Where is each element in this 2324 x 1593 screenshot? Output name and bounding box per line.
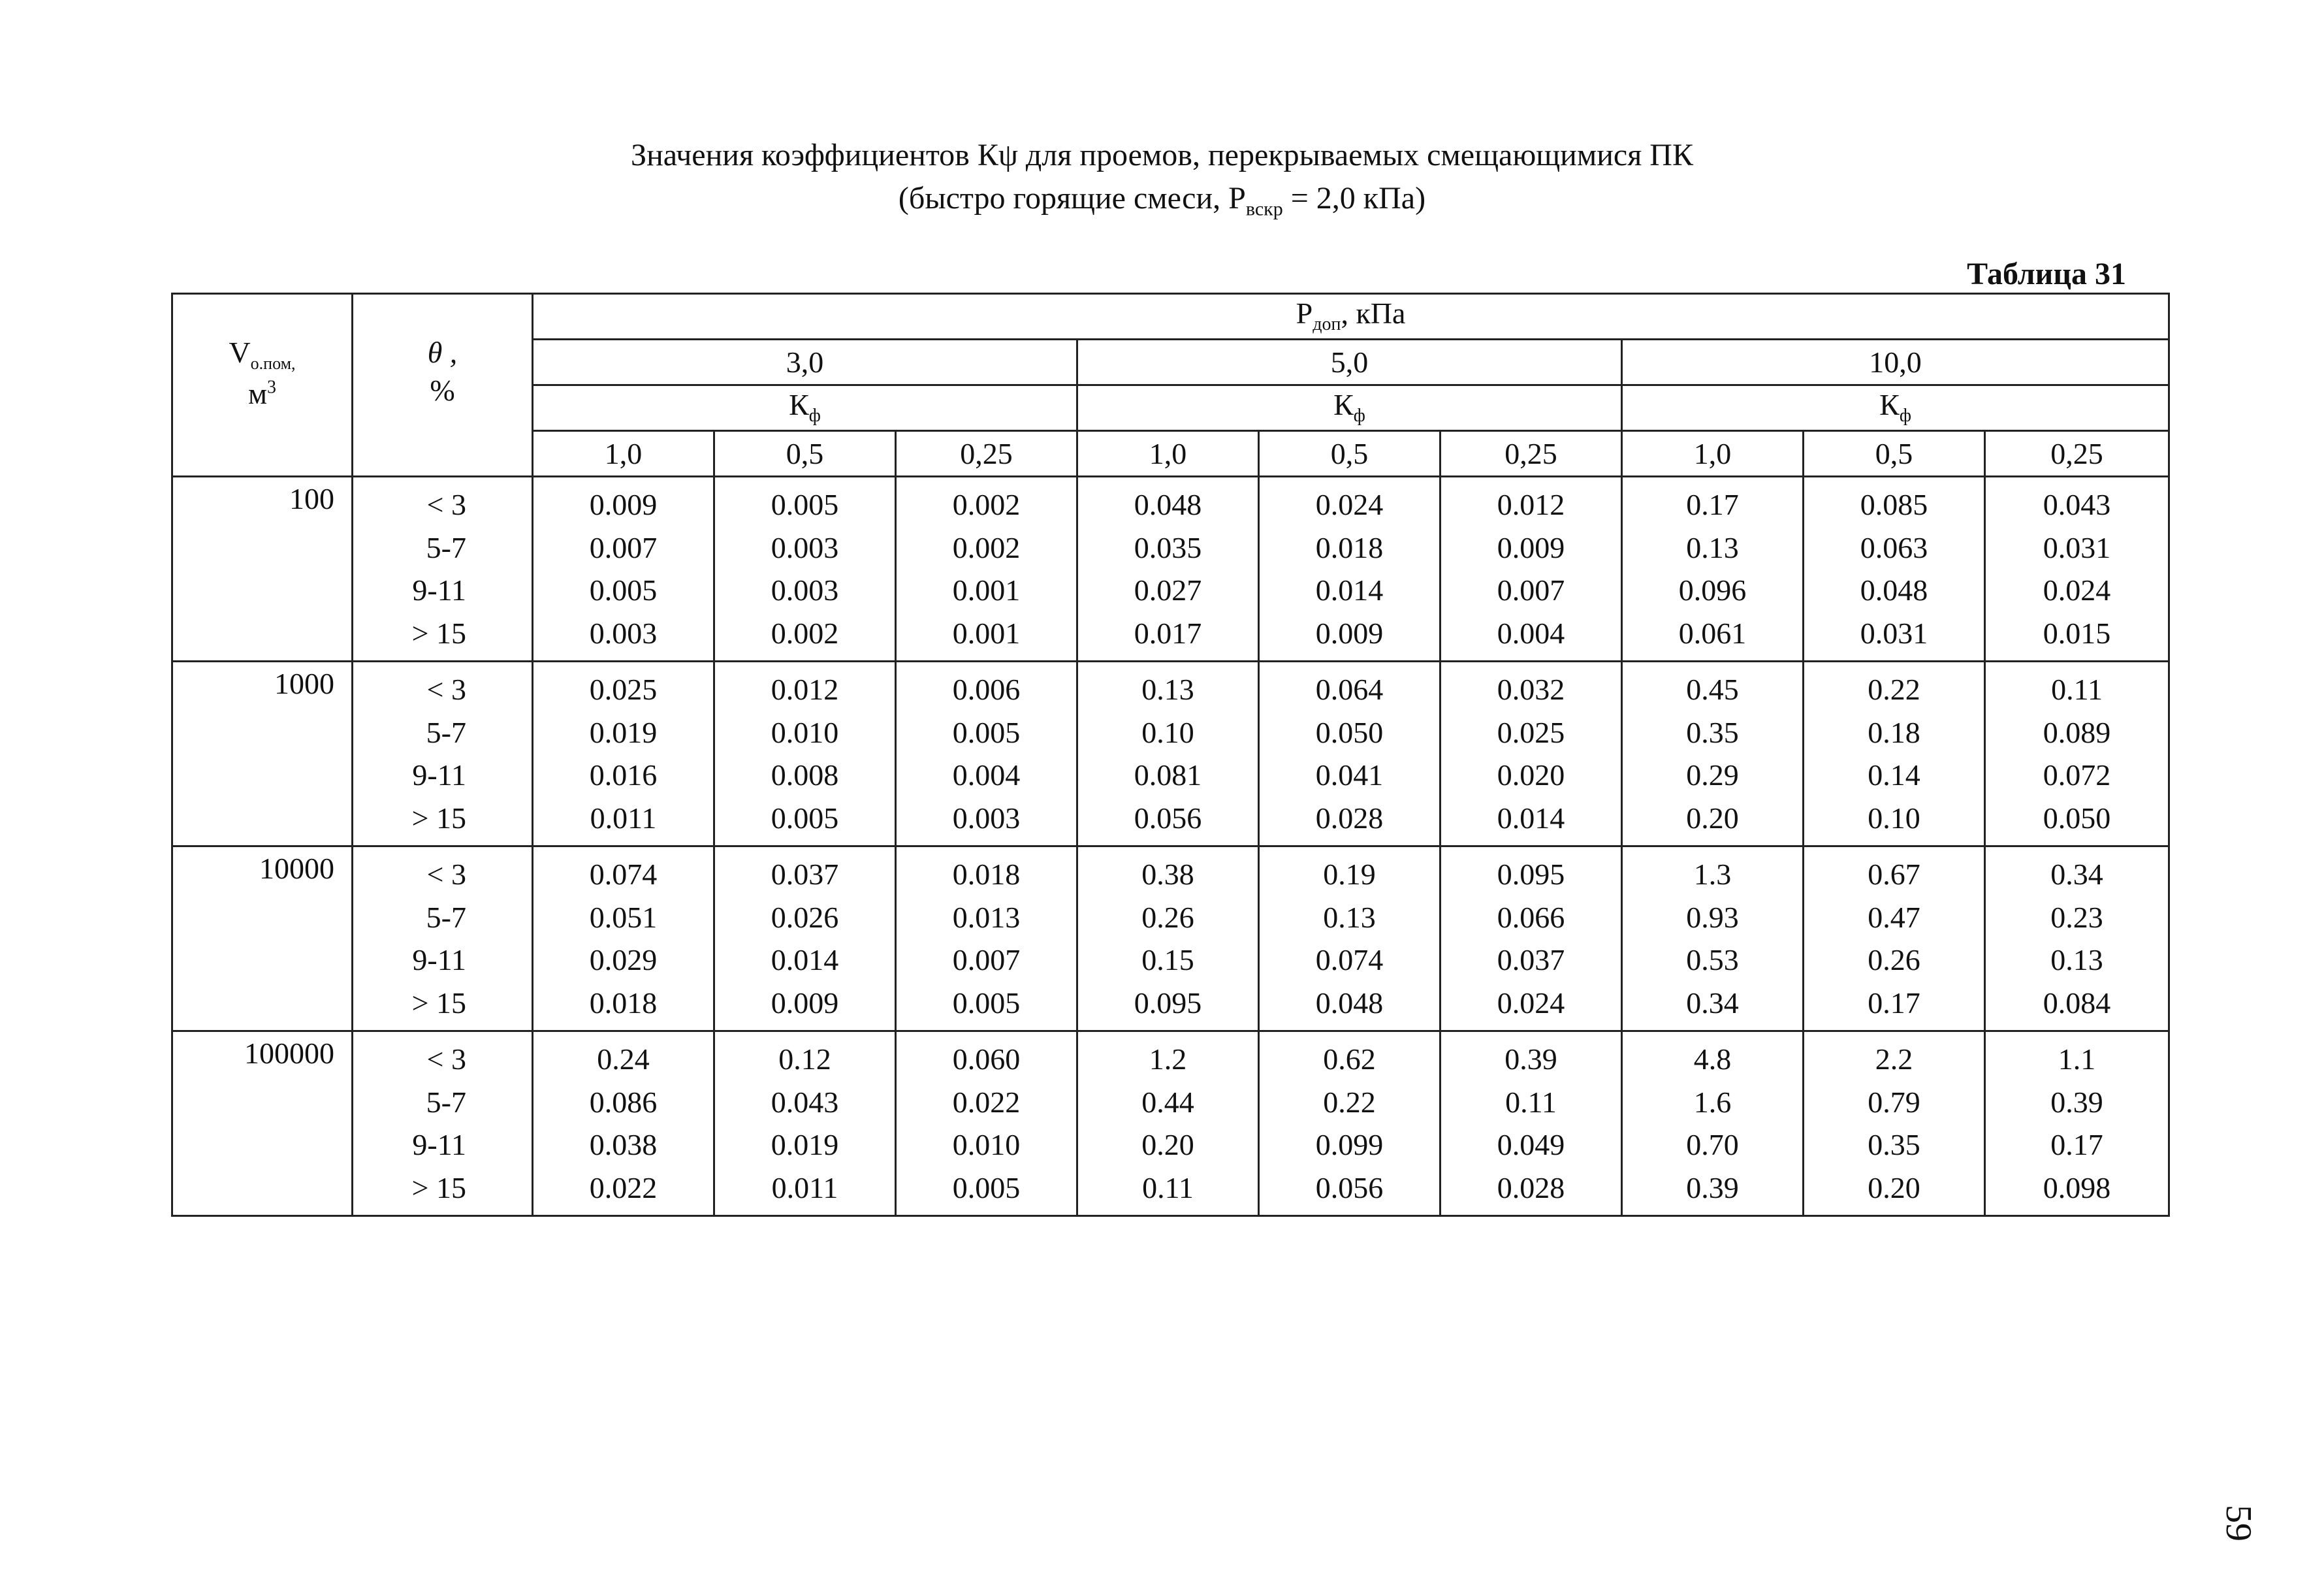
coefficient-value: 0.048 (1134, 488, 1202, 521)
coefficient-value: 0.066 (1497, 900, 1565, 934)
theta-value: < 3 (426, 488, 466, 521)
value-cell (1985, 846, 2169, 1031)
coefficient-value: 0.20 (1141, 1128, 1194, 1161)
table-row (172, 662, 2169, 846)
coefficient-value: 0.015 (2043, 616, 2111, 650)
coefficient-value: 0.024 (1315, 488, 1384, 521)
coefficient-value: 0.26 (1141, 900, 1194, 934)
coefficient-value: 0.53 (1686, 943, 1739, 976)
value-cell (533, 1031, 714, 1216)
theta-value: 9-11 (412, 758, 466, 792)
value-cell (1622, 1031, 1804, 1216)
table-row (172, 477, 2169, 662)
kf-value: 0,5 (1804, 431, 1985, 477)
coefficient-value: 0.061 (1678, 616, 1747, 650)
coefficient-value: 0.13 (1686, 530, 1739, 564)
coefficient-value: 0.098 (2043, 1170, 2111, 1204)
coefficient-value: 0.043 (771, 1085, 839, 1119)
value-cell (896, 477, 1077, 662)
kf-header: $К_ф$ (533, 385, 1077, 431)
value-cell (896, 1031, 1077, 1216)
coefficient-value: 0.003 (771, 530, 839, 564)
coefficient-value: 0.17 (1686, 488, 1739, 521)
coefficient-value: 0.11 (2051, 673, 2103, 706)
coefficient-value: 0.032 (1497, 673, 1565, 706)
coefficient-value: 0.063 (1860, 530, 1928, 564)
coefficient-value: 0.13 (1141, 673, 1194, 706)
coefficient-value: 0.001 (952, 616, 1021, 650)
value-cell (1985, 662, 2169, 846)
coefficient-value: 0.074 (1315, 943, 1384, 976)
kf-value: 0,5 (1259, 431, 1441, 477)
coefficient-value: 0.39 (1504, 1042, 1557, 1076)
coefficient-value: 0.031 (1860, 616, 1928, 650)
coefficient-value: 0.35 (1686, 715, 1739, 749)
coefficient-value: 0.70 (1686, 1128, 1739, 1161)
kf-value: 0,5 (714, 431, 896, 477)
coefficient-value: 0.93 (1686, 900, 1739, 934)
coefficient-value: 0.016 (589, 758, 658, 792)
volume-cell: 100 (172, 477, 353, 662)
coefficient-value: 0.031 (2043, 530, 2111, 564)
coefficient-value: 0.002 (952, 488, 1021, 521)
theta-value: 9-11 (412, 1128, 466, 1161)
coefficient-value: 0.081 (1134, 758, 1202, 792)
coefficient-value: 0.12 (778, 1042, 831, 1076)
coefficient-value: 0.002 (771, 616, 839, 650)
theta-cell (353, 1031, 533, 1216)
coefficient-value: 0.005 (771, 801, 839, 835)
coefficient-value: 0.009 (1497, 530, 1565, 564)
theta-value: < 3 (426, 1042, 466, 1076)
coefficient-value: 0.67 (1868, 858, 1920, 891)
volume-header: $V_{о.пом,}$ $м^3$ (172, 294, 353, 477)
coefficient-value: 0.026 (771, 900, 839, 934)
coefficient-value: 1.3 (1693, 858, 1732, 891)
coefficient-value: 0.22 (1868, 673, 1920, 706)
coefficient-value: 0.005 (952, 715, 1021, 749)
coefficient-value: 0.018 (1315, 530, 1384, 564)
coefficient-value: 0.050 (1315, 715, 1384, 749)
pressure-header: $P_{доп}$, кПа (533, 294, 2169, 340)
coefficient-value: 0.20 (1686, 801, 1739, 835)
coefficient-value: 0.003 (952, 801, 1021, 835)
coefficient-value: 0.22 (1323, 1085, 1376, 1119)
coefficient-value: 0.012 (771, 673, 839, 706)
coefficient-value: 0.62 (1323, 1042, 1376, 1076)
value-cell (1077, 477, 1259, 662)
coefficient-value: 0.056 (1315, 1170, 1384, 1204)
value-cell (714, 477, 896, 662)
coefficient-value: 0.060 (952, 1042, 1021, 1076)
theta-value: > 15 (411, 986, 466, 1020)
coefficient-value: 0.008 (771, 758, 839, 792)
coefficient-value: 0.022 (589, 1170, 658, 1204)
coefficient-value: 0.13 (2050, 943, 2103, 976)
value-cell (1804, 846, 1985, 1031)
coefficient-value: 0.11 (1142, 1170, 1194, 1204)
coefficient-value: 0.007 (589, 530, 658, 564)
coefficient-value: 4.8 (1693, 1042, 1732, 1076)
coefficient-value: 0.011 (771, 1170, 838, 1204)
coefficient-value: 0.037 (771, 858, 839, 891)
coefficient-value: 0.043 (2043, 488, 2111, 521)
table-row (172, 846, 2169, 1031)
coefficient-value: 0.025 (589, 673, 658, 706)
coefficient-value: 0.002 (952, 530, 1021, 564)
coefficient-value: 0.14 (1868, 758, 1920, 792)
value-cell (1441, 477, 1622, 662)
coefficient-value: 0.038 (589, 1128, 658, 1161)
value-cell (896, 662, 1077, 846)
coefficient-value: 0.049 (1497, 1128, 1565, 1161)
coefficient-value: 0.056 (1134, 801, 1202, 835)
coefficient-value: 0.47 (1868, 900, 1920, 934)
theta-value: 5-7 (426, 530, 466, 564)
coefficient-value: 0.001 (952, 573, 1021, 607)
kf-value: 1,0 (1622, 431, 1804, 477)
coefficient-value: 0.048 (1315, 986, 1384, 1020)
value-cell (1622, 662, 1804, 846)
coefficient-value: 0.019 (589, 715, 658, 749)
coefficient-value: 0.019 (771, 1128, 839, 1161)
coefficient-value: 0.007 (952, 943, 1021, 976)
theta-value: > 15 (411, 1170, 466, 1204)
coefficient-value: 0.037 (1497, 943, 1565, 976)
value-cell (1441, 846, 1622, 1031)
coefficient-value: 0.35 (1868, 1128, 1920, 1161)
value-cell (1077, 1031, 1259, 1216)
coefficient-value: 1.1 (2058, 1042, 2096, 1076)
coefficient-value: 0.048 (1860, 573, 1928, 607)
table-row (172, 1031, 2169, 1216)
coefficient-value: 0.041 (1315, 758, 1384, 792)
theta-value: > 15 (411, 616, 466, 650)
theta-value: 5-7 (426, 900, 466, 934)
coefficient-value: 0.11 (1505, 1085, 1557, 1119)
coefficient-value: 0.011 (590, 801, 657, 835)
theta-value: 9-11 (412, 943, 466, 976)
page-number: 59 (2218, 1505, 2259, 1541)
coefficient-value: 1.2 (1149, 1042, 1187, 1076)
coefficient-value: 0.089 (2043, 715, 2111, 749)
coefficient-value: 0.17 (1868, 986, 1920, 1020)
coefficient-value: 0.099 (1315, 1128, 1384, 1161)
theta-value: > 15 (411, 801, 466, 835)
value-cell (714, 662, 896, 846)
coefficient-table (171, 293, 2170, 1217)
volume-cell: 10000 (172, 846, 353, 1031)
coefficient-value: 0.010 (952, 1128, 1021, 1161)
coefficient-value: 0.013 (952, 900, 1021, 934)
coefficient-value: 0.096 (1678, 573, 1747, 607)
caption-line-2: (быстро горящие смеси, $P_{вскр} = 2,0$ кПа) (898, 181, 1426, 220)
coefficient-value: 0.095 (1134, 986, 1202, 1020)
kf-value: 0,25 (896, 431, 1077, 477)
pressure-value: 10,0 (1622, 340, 2169, 385)
coefficient-value: 0.004 (952, 758, 1021, 792)
coefficient-value: 0.007 (1497, 573, 1565, 607)
coefficient-value: 0.024 (1497, 986, 1565, 1020)
coefficient-value: 0.20 (1868, 1170, 1920, 1204)
pressure-value: 3,0 (533, 340, 1077, 385)
value-cell (1804, 1031, 1985, 1216)
coefficient-value: 0.014 (1497, 801, 1565, 835)
value-cell (1259, 477, 1441, 662)
coefficient-value: 0.005 (771, 488, 839, 521)
value-cell (1804, 662, 1985, 846)
coefficient-value: 0.15 (1141, 943, 1194, 976)
value-cell (1259, 662, 1441, 846)
coefficient-value: 0.027 (1134, 573, 1202, 607)
value-cell (533, 477, 714, 662)
coefficient-value: 0.24 (597, 1042, 650, 1076)
theta-value: < 3 (426, 673, 466, 706)
coefficient-value: 0.035 (1134, 530, 1202, 564)
value-cell (1985, 477, 2169, 662)
coefficient-value: 0.020 (1497, 758, 1565, 792)
value-cell (1804, 477, 1985, 662)
coefficient-value: 0.38 (1141, 858, 1194, 891)
coefficient-value: 0.064 (1315, 673, 1384, 706)
coefficient-value: 0.009 (771, 986, 839, 1020)
value-cell (1077, 662, 1259, 846)
table-caption (0, 134, 2324, 231)
theta-value: < 3 (426, 858, 466, 891)
kf-header: $К_ф$ (1622, 385, 2169, 431)
theta-value: 5-7 (426, 1085, 466, 1119)
theta-value: 9-11 (412, 573, 466, 607)
coefficient-value: 0.018 (589, 986, 658, 1020)
theta-cell (353, 846, 533, 1031)
coefficient-value: 0.34 (2050, 858, 2103, 891)
value-cell (1622, 846, 1804, 1031)
coefficient-value: 0.10 (1868, 801, 1920, 835)
coefficient-value: 0.19 (1323, 858, 1376, 891)
theta-value: 5-7 (426, 715, 466, 749)
coefficient-value: 0.39 (1686, 1170, 1739, 1204)
coefficient-value: 0.009 (589, 488, 658, 521)
coefficient-value: 0.44 (1141, 1085, 1194, 1119)
volume-cell: 100000 (172, 1031, 353, 1216)
value-cell (1441, 1031, 1622, 1216)
coefficient-value: 0.009 (1315, 616, 1384, 650)
coefficient-value: 0.012 (1497, 488, 1565, 521)
coefficient-value: 0.017 (1134, 616, 1202, 650)
coefficient-value: 0.26 (1868, 943, 1920, 976)
kf-value: 0,25 (1985, 431, 2169, 477)
coefficient-value: 0.014 (771, 943, 839, 976)
coefficient-value: 0.024 (2043, 573, 2111, 607)
value-cell (714, 1031, 896, 1216)
value-cell (533, 662, 714, 846)
value-cell (1259, 1031, 1441, 1216)
coefficient-value: 0.010 (771, 715, 839, 749)
coefficient-value: 0.006 (952, 673, 1021, 706)
coefficient-value: 0.39 (2050, 1085, 2103, 1119)
pressure-value: 5,0 (1077, 340, 1622, 385)
coefficient-value: 0.022 (952, 1085, 1021, 1119)
coefficient-value: 0.23 (2050, 900, 2103, 934)
value-cell (1077, 846, 1259, 1031)
coefficient-value: 0.072 (2043, 758, 2111, 792)
coefficient-value: 0.084 (2043, 986, 2111, 1020)
coefficient-value: 0.34 (1686, 986, 1739, 1020)
value-cell (1985, 1031, 2169, 1216)
coefficient-value: 0.45 (1686, 673, 1739, 706)
coefficient-value: 0.085 (1860, 488, 1928, 521)
coefficient-value: 0.29 (1686, 758, 1739, 792)
coefficient-value: 0.025 (1497, 715, 1565, 749)
coefficient-value: 0.074 (589, 858, 658, 891)
coefficient-value: 0.014 (1315, 573, 1384, 607)
value-cell (533, 846, 714, 1031)
value-cell (714, 846, 896, 1031)
kf-value: 0,25 (1441, 431, 1622, 477)
coefficient-value: 2.2 (1875, 1042, 1913, 1076)
kf-value: 1,0 (1077, 431, 1259, 477)
theta-cell (353, 662, 533, 846)
coefficient-value: 0.028 (1497, 1170, 1565, 1204)
coefficient-value: 0.029 (589, 943, 658, 976)
value-cell (896, 846, 1077, 1031)
coefficient-value: 0.79 (1868, 1085, 1920, 1119)
coefficient-value: 0.13 (1323, 900, 1376, 934)
value-cell (1259, 846, 1441, 1031)
caption-line-1: Значения коэффициентов Кψ для проемов, перекрываемых смещающимися ПК (631, 138, 1693, 172)
coefficient-value: 0.003 (771, 573, 839, 607)
value-cell (1622, 477, 1804, 662)
table-number: Таблица 31 (1967, 257, 2126, 291)
theta-header: θ , % (353, 294, 533, 477)
coefficient-value: 0.051 (589, 900, 658, 934)
kf-value: 1,0 (533, 431, 714, 477)
coefficient-value: 0.003 (589, 616, 658, 650)
coefficient-value: 0.018 (952, 858, 1021, 891)
coefficient-value: 0.005 (952, 986, 1021, 1020)
coefficient-value: 1.6 (1693, 1085, 1732, 1119)
coefficient-value: 0.005 (952, 1170, 1021, 1204)
coefficient-value: 0.17 (2050, 1128, 2103, 1161)
coefficient-value: 0.18 (1868, 715, 1920, 749)
coefficient-value: 0.10 (1141, 715, 1194, 749)
coefficient-value: 0.028 (1315, 801, 1384, 835)
value-cell (1441, 662, 1622, 846)
kf-header: $К_ф$ (1077, 385, 1622, 431)
coefficient-value: 0.005 (589, 573, 658, 607)
coefficient-value: 0.004 (1497, 616, 1565, 650)
coefficient-value: 0.095 (1497, 858, 1565, 891)
volume-cell: 1000 (172, 662, 353, 846)
theta-cell (353, 477, 533, 662)
coefficient-value: 0.050 (2043, 801, 2111, 835)
coefficient-value: 0.086 (589, 1085, 658, 1119)
